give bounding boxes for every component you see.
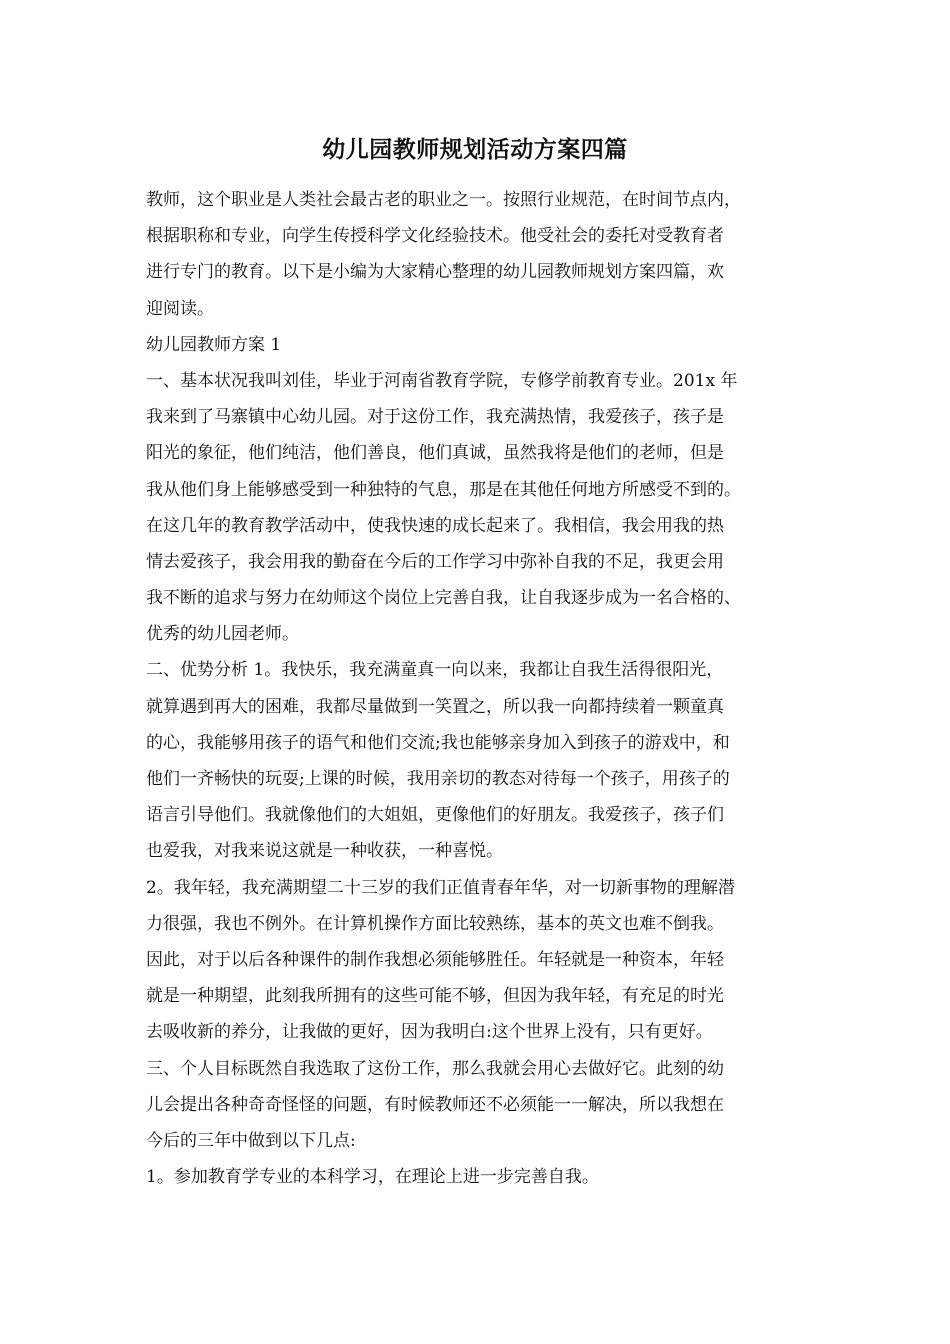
text-line: 2。我年轻，我充满期望二十三岁的我们正值青春年华，对一切新事物的理解潜 (146, 877, 735, 898)
text-line: 他们一齐畅快的玩耍;上课的时候，我用亲切的教态对待每一个孩子，用孩子的 (146, 769, 730, 789)
text-line: 语言引导他们。我就像他们的大姐姐，更像他们的好朋友。我爱孩子，孩子们 (146, 805, 724, 826)
text-line: 三、个人目标既然自我选取了这份工作，那么我就会用心去做好它。此刻的幼 (146, 1058, 724, 1079)
text-line: 一、基本状况我叫刘佳，毕业于河南省教育学院，专修学前教育专业。201x 年 (146, 370, 738, 391)
text-line: 情去爱孩子，我会用我的勤奋在今后的工作学习中弥补自我的不足，我更会用 (146, 551, 724, 572)
text-line: 儿会提出各种奇奇怪怪的问题，有时候教师还不必须能一一解决，所以我想在 (146, 1094, 724, 1115)
text-line: 今后的三年中做到以下几点: (146, 1130, 356, 1151)
text-line: 1。参加教育学专业的本科学习，在理论上进一步完善自我。 (146, 1167, 599, 1188)
text-line: 在这几年的教育教学活动中，使我快速的成长起来了。我相信，我会用我的热 (146, 515, 724, 536)
text-line: 的心，我能够用孩子的语气和他们交流;我也能够亲身加入到孩子的游戏中，和 (146, 732, 730, 753)
text-line: 优秀的幼儿园老师。 (146, 624, 299, 645)
section-heading: 幼儿园教师方案 1 (146, 334, 282, 355)
text-line: 就是一种期望，此刻我所拥有的这些可能不够，但因为我年轻，有充足的时光 (146, 986, 724, 1007)
text-line: 根据职称和专业，向学生传授科学文化经验技术。他受社会的委托对受教育者 (146, 226, 724, 247)
text-line: 也爱我，对我来说这就是一种收获，一种喜悦。 (146, 841, 503, 862)
text-line: 进行专门的教育。以下是小编为大家精心整理的幼儿园教师规划方案四篇，欢 (146, 262, 724, 283)
text-line: 我来到了马寨镇中心幼儿园。对于这份工作，我充满热情，我爱孩子，孩子是 (146, 407, 724, 428)
text-line: 阳光的象征，他们纯洁，他们善良，他们真诚，虽然我将是他们的老师，但是 (146, 443, 724, 464)
text-line: 我从他们身上能够感受到一种独特的气息，那是在其他任何地方所感受不到的。 (146, 479, 741, 500)
document-title: 幼儿园教师规划活动方案四篇 (322, 136, 628, 163)
text-line: 力很强，我也不例外。在计算机操作方面比较熟练，基本的英文也难不倒我。 (146, 913, 724, 934)
text-line: 迎阅读。 (146, 298, 214, 319)
text-line: 去吸收新的养分，让我做的更好，因为我明白:这个世界上没有，只有更好。 (146, 1022, 713, 1043)
text-line: 二、优势分析 1。我快乐，我充满童真一向以来，我都让自我生活得很阳光， (146, 660, 724, 681)
text-line: 教师，这个职业是人类社会最古老的职业之一。按照行业规范，在时间节点内， (146, 190, 741, 210)
text-line: 就算遇到再大的困难，我都尽量做到一笑置之，所以我一向都持续着一颗童真 (146, 696, 724, 717)
document-body (146, 182, 808, 1195)
text-line: 因此，对于以后各种课件的制作我想必须能够胜任。年轻就是一种资本，年轻 (146, 949, 724, 970)
text-line: 我不断的追求与努力在幼师这个岗位上完善自我，让自我逐步成为一名合格的、 (146, 588, 741, 609)
